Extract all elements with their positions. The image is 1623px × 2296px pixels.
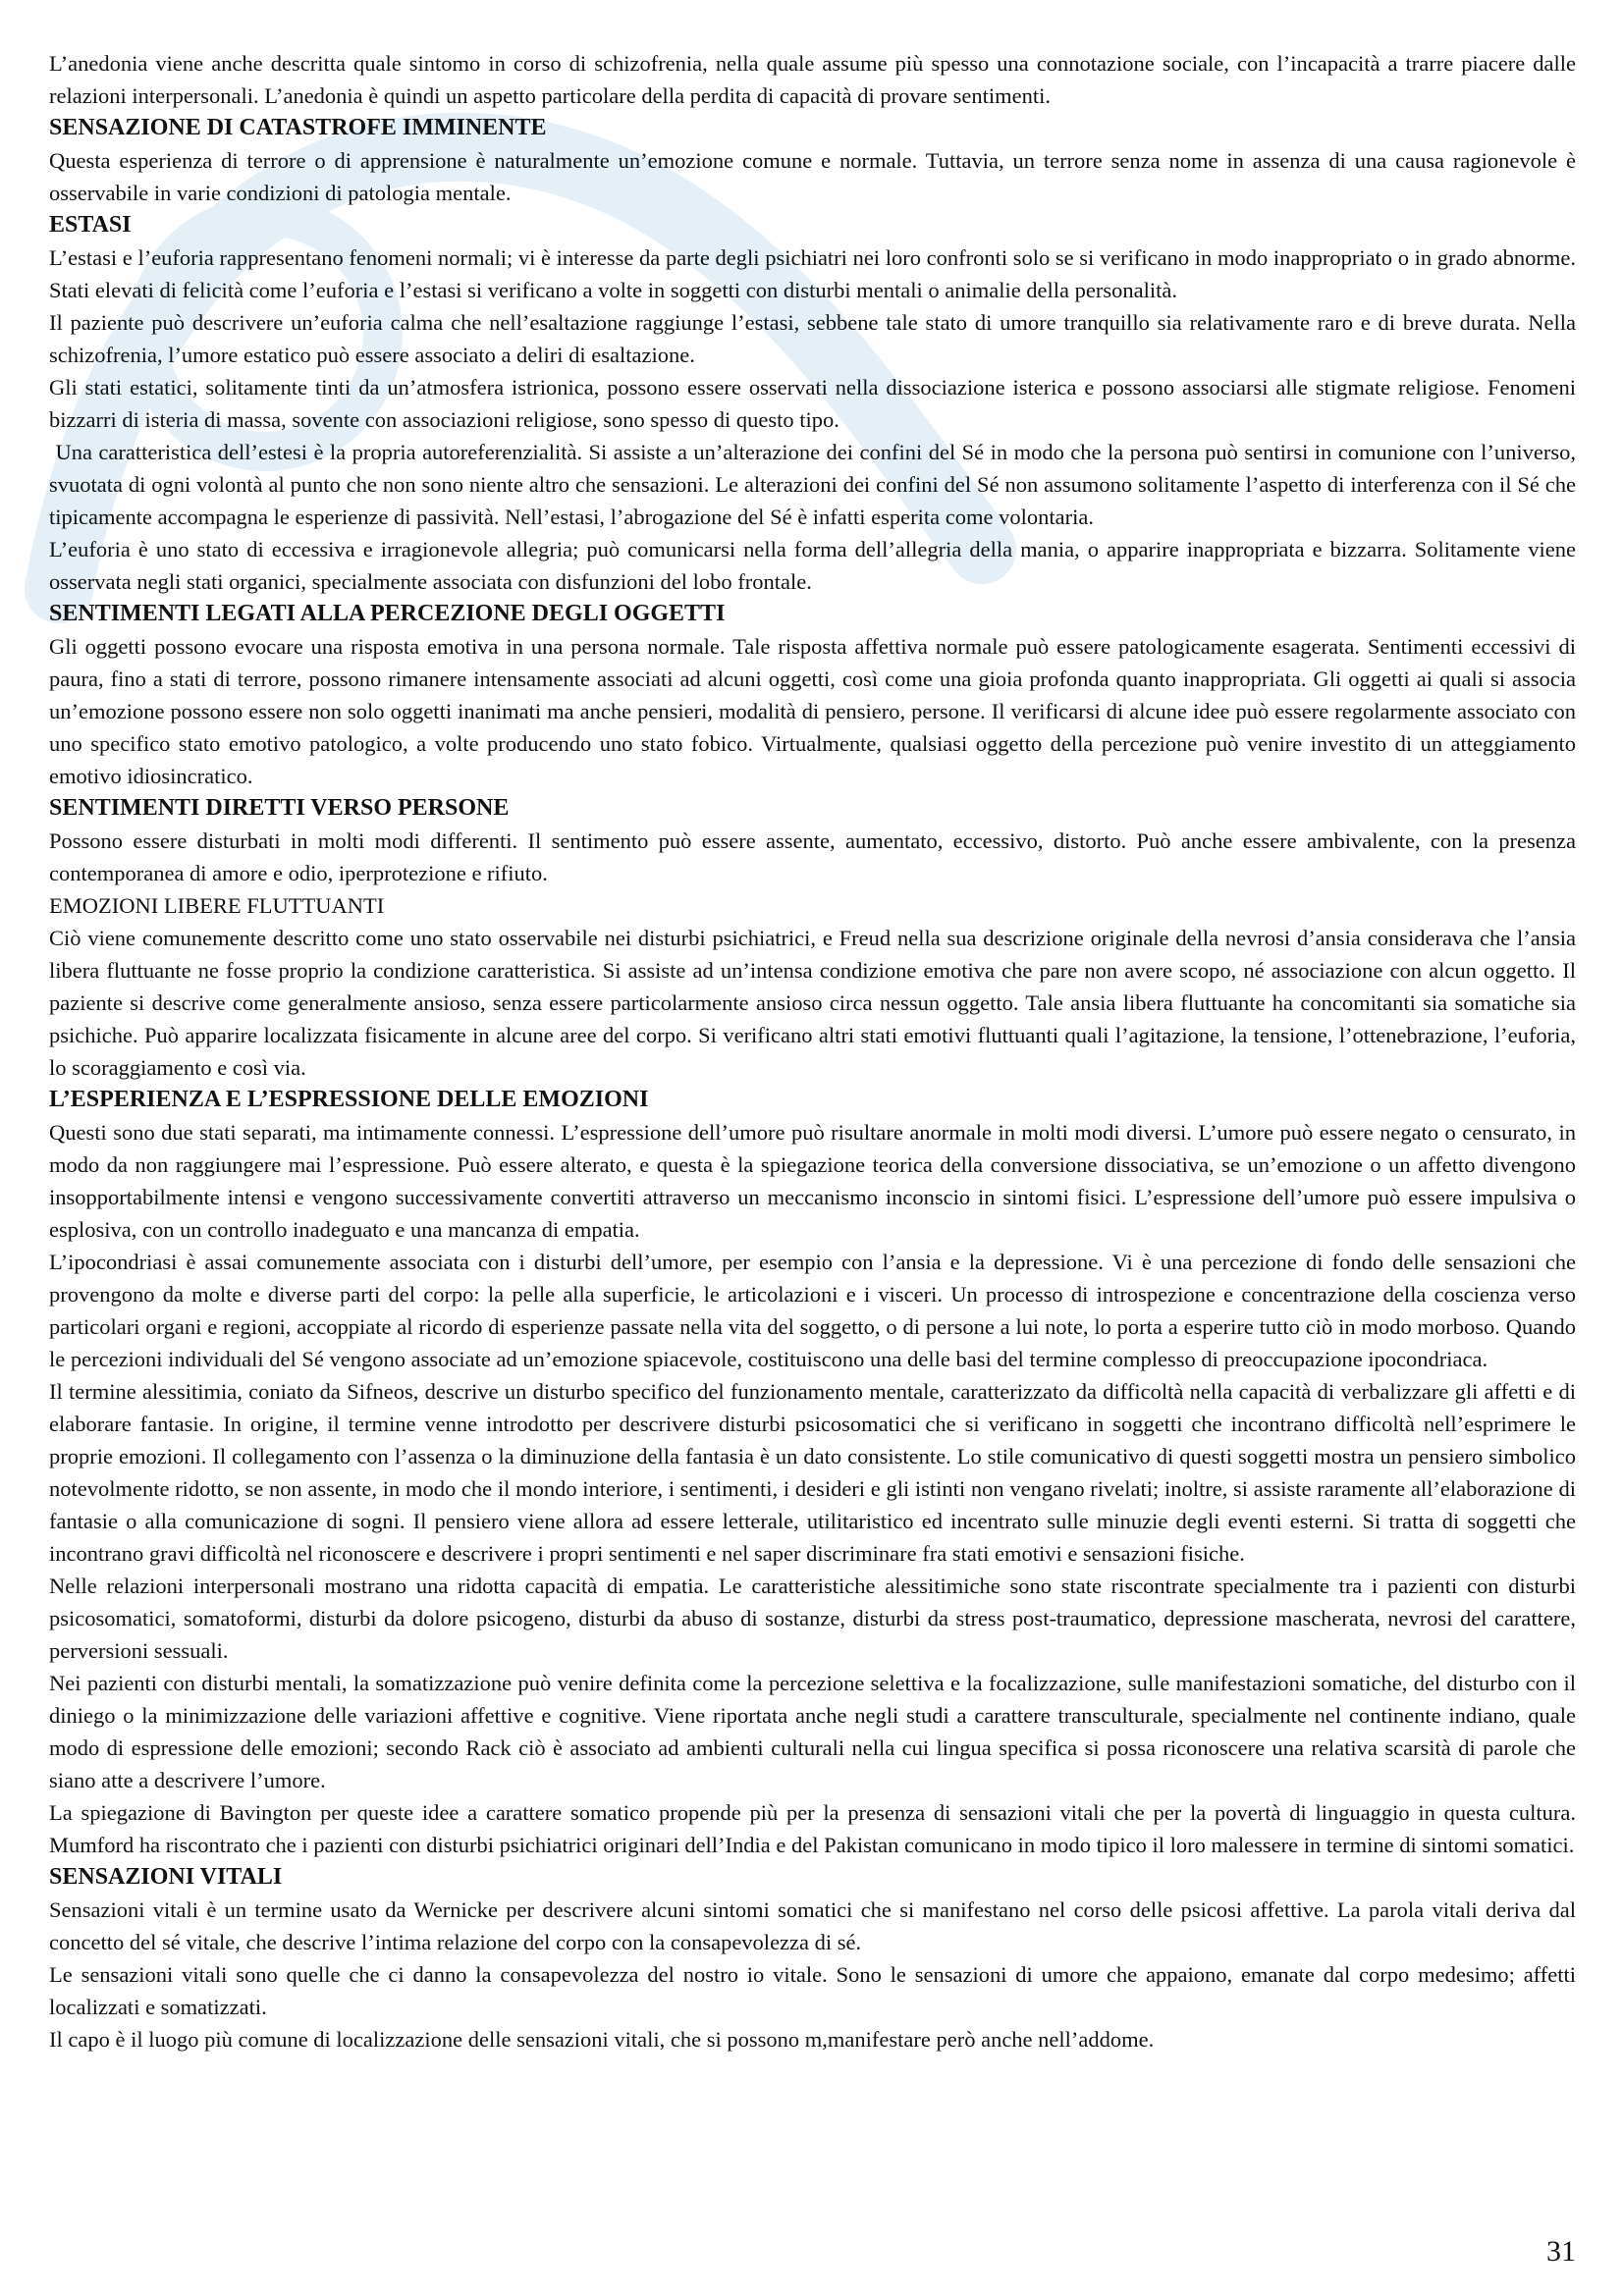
- paragraph-persone: Possono essere disturbati in molti modi differenti. Il sentimento può essere assente, aumentato, eccessivo, distorto. Può anche essere ambivalente, con la presenza contemporanea di amore e odio, iperprotezione e rifiuto.: [49, 828, 1576, 885]
- heading-oggetti: SENTIMENTI LEGATI ALLA PERCEZIONE DEGLI OGGETTI: [49, 601, 726, 626]
- paragraph-esperienza-1: Questi sono due stati separati, ma intimamente connessi. L’espressione dell’umore può risultare anormale in molti modi diversi. L’umore può essere negato o censurato, in modo da non raggiungere mai l’espressione. Può essere alterato, e questa è la spiegazione teorica della conversione dissociativa, se un’emozione o un affetto divengono insopportabilmente intensi e vengono successivamente convertiti attraverso un meccanismo inconscio in sintomi fisici. L’espressione dell’umore può essere impulsiva o esplosiva, con un controllo inadeguato e una mancanza di empatia.: [49, 1120, 1576, 1242]
- paragraph-esperienza-4: Nelle relazioni interpersonali mostrano una ridotta capacità di empatia. Le caratteristiche alessitimiche sono state riscontrate specialmente tra i pazienti con disturbi psicosomatici, somatoformi, disturbi da dolore psicogeno, disturbi da abuso di sostanze, disturbi da stress post-traumatico, depressione mascherata, nevrosi del carattere, perversioni sessuali.: [49, 1574, 1576, 1663]
- paragraph-esperienza-2: L’ipocondriasi è assai comunemente associata con i disturbi dell’umore, per esempio con l’ansia e la depressione. Vi è una percezione di fondo delle sensazioni che provengono da molte e diverse parti del corpo: la pelle alla superficie, le articolazioni e i visceri. Un processo di introspezione e concentrazione della coscienza verso particolari organi e regioni, accoppiate al ricordo di esperienze passate nella vita del soggetto, o di persone a lui note, lo porta a esperire tutto ciò in modo morboso. Quando le percezioni individuali del Sé vengono associate ad un’emozione spiacevole, costituiscono una delle basi del termine complesso di preoccupazione ipocondriaca.: [49, 1250, 1576, 1371]
- heading-fluttuanti: EMOZIONI LIBERE FLUTTUANTI: [49, 893, 385, 918]
- paragraph-catastrofe: Questa esperienza di terrore o di apprensione è naturalmente un’emozione comune e normale. Tuttavia, un terrore senza nome in assenza di una causa ragionevole è osservabile in varie condizioni di patologia mentale.: [49, 148, 1576, 205]
- heading-esperienza: L’ESPERIENZA E L’ESPRESSIONE DELLE EMOZIONI: [49, 1087, 649, 1112]
- paragraph-anedonia: L’anedonia viene anche descritta quale sintomo in corso di schizofrenia, nella quale assume più spesso una connotazione sociale, con l’incapacità a trarre piacere dalle relazioni interpersonali. L’anedonia è quindi un aspetto particolare della perdita di capacità di provare sentimenti.: [49, 51, 1576, 108]
- heading-vitali: SENSAZIONI VITALI: [49, 1864, 283, 1890]
- paragraph-fluttuanti: Ciò viene comunemente descritto come uno stato osservabile nei disturbi psichiatrici, e Freud nella sua descrizione originale della nevrosi d’ansia considerava che l’ansia libera fluttuante ne fosse proprio la condizione caratteristica. Si assiste ad un’intensa condizione emotiva che pare non avere scopo, né associazione con alcun oggetto. Il paziente si descrive come generalmente ansioso, senza essere particolarmente ansioso circa nessun oggetto. Tale ansia libera fluttuante ha concomitanti sia somatiche sia psichiche. Può apparire localizzata fisicamente in alcune aree del corpo. Si verificano altri stati emotivi fluttuanti quali l’agitazione, la tensione, l’ottenebrazione, l’euforia, lo scoraggiamento e così via.: [49, 926, 1576, 1080]
- paragraph-esperienza-6: La spiegazione di Bavington per queste idee a carattere somatico propende più per la presenza di sensazioni vitali che per la povertà di linguaggio in questa cultura. Mumford ha riscontrato che i pazienti con disturbi psichiatrici originari dell’India e del Pakistan comunicano in modo tipico il loro malessere in termine di sintomi somatici.: [49, 1800, 1576, 1857]
- paragraph-esperienza-3: Il termine alessitimia, coniato da Sifneos, descrive un disturbo specifico del funzionamento mentale, caratterizzato da difficoltà nella capacità di verbalizzare gli affetti e di elaborare fantasie. In origine, il termine venne introdotto per descrivere disturbi psicosomatici che si verificano in soggetti che incontrano difficoltà nell’esprimere le proprie emozioni. Il collegamento con l’assenza o la diminuzione della fantasia è un dato consistente. Lo stile comunicativo di questi soggetti mostra un pensiero simbolico notevolmente ridotto, se non assente, in modo che il mondo interiore, i sentimenti, i desideri e gli istinti non vengano rivelati; inoltre, si assiste raramente all’elaborazione di fantasie o alla comunicazione di sogni. Il pensiero viene allora ad essere letterale, utilitaristico ed incentrato sulle minuzie degli eventi esterni. Si tratta di soggetti che incontrano gravi difficoltà nel riconoscere e descrivere i propri sentimenti e nel saper discriminare fra stati emotivi e sensazioni fisiche.: [49, 1379, 1576, 1566]
- heading-persone: SENTIMENTI DIRETTI VERSO PERSONE: [49, 795, 510, 821]
- paragraph-vitali-1: Sensazioni vitali è un termine usato da Wernicke per descrivere alcuni sintomi somatici che si manifestano nel corso delle psicosi affettive. La parola vitali deriva dal concetto del sé vitale, che descrive l’intima relazione del corpo con la consapevolezza di sé.: [49, 1897, 1576, 1954]
- paragraph-estasi-5: L’euforia è uno stato di eccessiva e irragionevole allegria; può comunicarsi nella forma dell’allegria della mania, o apparire inappropriata e bizzarra. Solitamente viene osservata negli stati organici, specialmente associata con disfunzioni del lobo frontale.: [49, 537, 1576, 594]
- paragraph-estasi-3: Gli stati estatici, solitamente tinti da un’atmosfera istrionica, possono essere osservati nella dissociazione isterica e possono associarsi alle stigmate religiose. Fenomeni bizzarri di isteria di massa, sovente con associazioni religiose, sono spesso di questo tipo.: [49, 375, 1576, 432]
- paragraph-esperienza-5: Nei pazienti con disturbi mentali, la somatizzazione può venire definita come la percezione selettiva e la focalizzazione, sulle manifestazioni somatiche, del disturbo con il diniego o la minimizzazione delle variazioni affettive e cognitive. Viene riportata anche negli studi a carattere transculturale, specialmente nel continente indiano, quale modo di espressione delle emozioni; secondo Rack ciò è associato ad ambienti culturali nella cui lingua specifica si possa riconoscere una relativa scarsità di parole che siano atte a descrivere l’umore.: [49, 1671, 1576, 1792]
- paragraph-estasi-4: Una caratteristica dell’estesi è la propria autoreferenzialità. Si assiste a un’alterazione dei confini del Sé in modo che la persona può sentirsi in comunione con l’universo, svuotata di ogni volontà al punto che non sono niente altro che sensazioni. Le alterazioni dei confini del Sé non assumono solitamente l’aspetto di interferenza con il Sé che tipicamente accompagna le esperienze di passività. Nell’estasi, l’abrogazione del Sé è infatti esperita come volontaria.: [49, 440, 1582, 529]
- paragraph-estasi-2: Il paziente può descrivere un’euforia calma che nell’esaltazione raggiunge l’estasi, sebbene tale stato di umore tranquillo sia relativamente raro e di breve durata. Nella schizofrenia, l’umore estatico può essere associato a deliri di esaltazione.: [49, 310, 1576, 367]
- paragraph-estasi-1: L’estasi e l’euforia rappresentano fenomeni normali; vi è interesse da parte degli psichiatri nei loro confronti solo se si verificano in modo inappropriato o in grado abnorme. Stati elevati di felicità come l’euforia e l’estasi si verificano a volte in soggetti con disturbi mentali o animalie della personalità.: [49, 245, 1576, 302]
- heading-estasi: ESTASI: [49, 212, 132, 238]
- heading-catastrofe: SENSAZIONE DI CATASTROFE IMMINENTE: [49, 115, 547, 140]
- paragraph-vitali-3: Il capo è il luogo più comune di localizzazione delle sensazioni vitali, che si possono m,manifestare però anche nell’addome.: [49, 2027, 1155, 2052]
- document-page: [49, 47, 1582, 2056]
- paragraph-vitali-2: Le sensazioni vitali sono quelle che ci danno la consapevolezza del nostro io vitale. Sono le sensazioni di umore che appaiono, emanate dal corpo medesimo; affetti localizzati e somatizzati.: [49, 1962, 1576, 2019]
- paragraph-oggetti: Gli oggetti possono evocare una risposta emotiva in una persona normale. Tale risposta affettiva normale può essere patologicamente esagerata. Sentimenti eccessivi di paura, fino a stati di terrore, possono rimanere intensamente associati ad alcuni oggetti, così come una gioia profonda quanto inappropriata. Gli oggetti ai quali si associa un’emozione possono essere non solo oggetti inanimati ma anche pensieri, modalità di pensiero, persone. Il verificarsi di alcune idee può essere regolarmente associato con uno specifico stato emotivo patologico, a volte producendo uno stato fobico. Virtualmente, qualsiasi oggetto della percezione può venire investito di un atteggiamento emotivo idiosincratico.: [49, 634, 1576, 788]
- page-number: 31: [1546, 2235, 1576, 2268]
